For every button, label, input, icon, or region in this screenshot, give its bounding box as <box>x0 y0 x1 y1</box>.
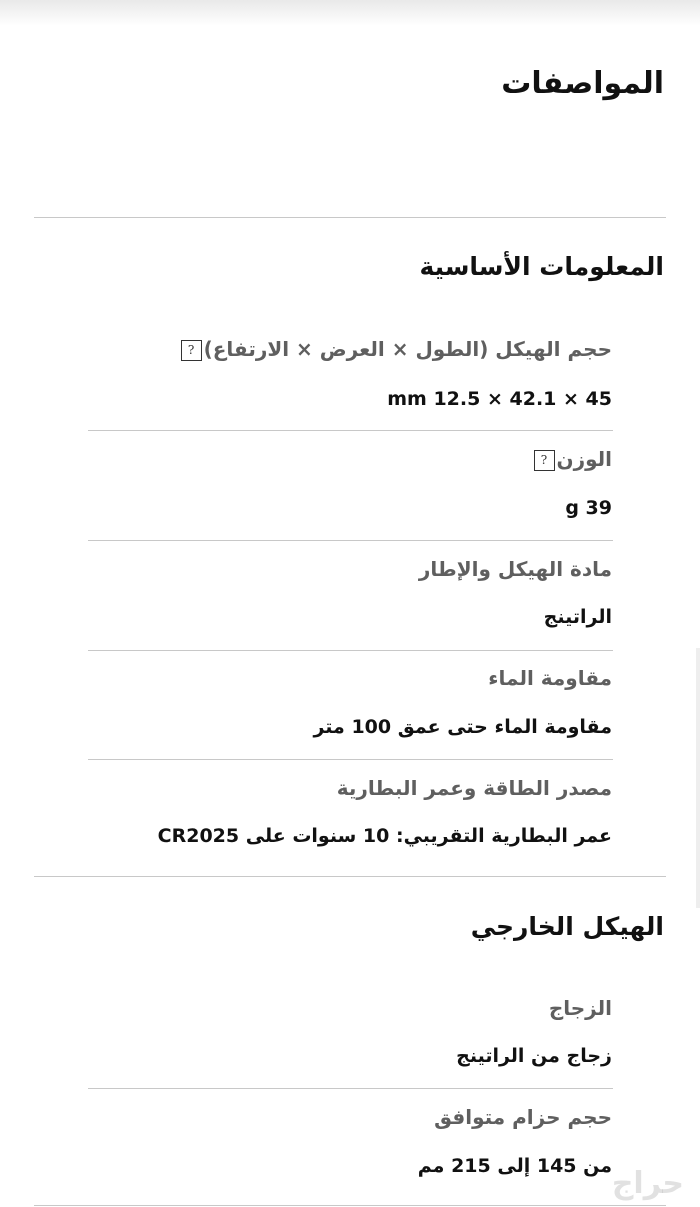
scrollbar[interactable] <box>696 648 700 908</box>
spec-label-weight <box>534 447 613 471</box>
spec-value-band-size: من 145 إلى 215 مم <box>417 1155 612 1177</box>
spec-divider <box>88 759 613 760</box>
spec-divider <box>88 1088 613 1089</box>
page-title: المواصفات <box>501 66 664 101</box>
spec-value-power-source: عمر البطارية التقريبي: 10 سنوات على CR2025 <box>157 825 612 847</box>
section-divider <box>34 217 666 218</box>
spec-divider <box>88 650 613 651</box>
spec-label-power-source: مصدر الطاقة وعمر البطارية <box>336 776 612 800</box>
spec-divider <box>88 540 613 541</box>
spec-value-weight: 39 g <box>565 497 612 519</box>
spec-label-glass: الزجاج <box>548 996 612 1020</box>
spec-label-text: الوزن <box>556 447 612 471</box>
spec-label-band-size: حجم حزام متوافق <box>434 1105 612 1129</box>
spec-label-material: مادة الهيكل والإطار <box>418 557 612 581</box>
section-divider <box>34 876 666 877</box>
spec-value-material: الراتينج <box>543 606 612 628</box>
spec-label-case-size <box>181 337 612 361</box>
top-shadow <box>0 0 700 26</box>
section-divider <box>34 1205 666 1206</box>
section-title-basic-info: المعلومات الأساسية <box>419 252 664 281</box>
help-icon[interactable]: ? <box>534 450 555 471</box>
spec-value-case-size: 45 × 42.1 × 12.5 mm <box>387 388 612 410</box>
section-title-exterior: الهيكل الخارجي <box>470 912 664 941</box>
help-icon[interactable]: ? <box>181 340 202 361</box>
spec-label-water-resistance: مقاومة الماء <box>488 666 612 690</box>
spec-label-text: حجم الهيكل (الطول × العرض × الارتفاع) <box>203 337 612 361</box>
spec-value-water-resistance: مقاومة الماء حتى عمق 100 متر <box>313 716 612 738</box>
watermark-logo: حراج <box>611 1166 684 1201</box>
spec-divider <box>88 430 613 431</box>
spec-value-glass: زجاج من الراتينج <box>456 1045 612 1067</box>
